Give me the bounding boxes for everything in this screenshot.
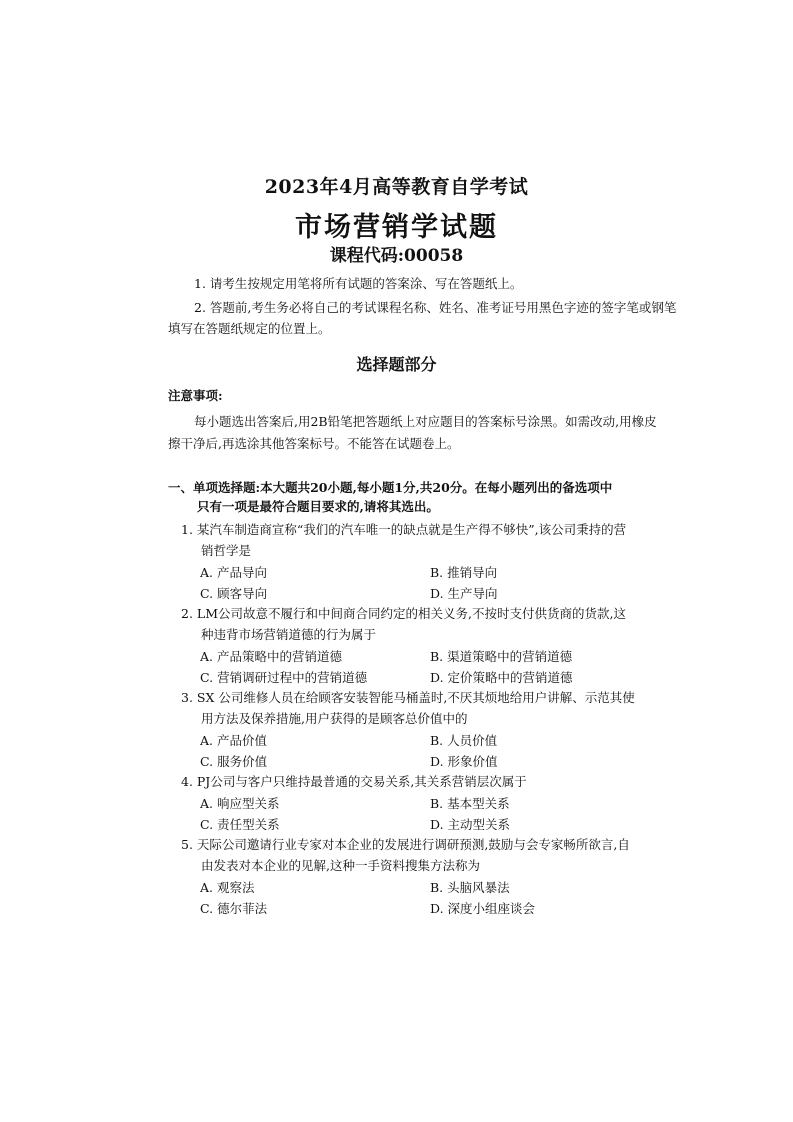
- question-2-option-b: B. 渠道策略中的营销道德: [430, 649, 573, 664]
- question-2-option-d: D. 定价策略中的营销道德: [430, 670, 573, 685]
- part1-heading-line2: 只有一项是最符合题目要求的,请将其选出。: [197, 499, 439, 514]
- question-4-option-a: A. 响应型关系: [200, 796, 280, 811]
- question-3-option-c: C. 服务价值: [200, 754, 268, 769]
- notice-line-1: 每小题选出答案后,用2B铅笔把答题纸上对应题目的答案标号涂黑。如需改动,用橡皮: [194, 414, 657, 429]
- question-3-option-b: B. 人员价值: [430, 733, 498, 748]
- part1-heading-line1: 一、单项选择题:本大题共20小题,每小题1分,共20分。在每小题列出的备选项中: [168, 480, 613, 495]
- question-5-option-b: B. 头脑风暴法: [430, 880, 510, 895]
- exam-session-title: 2023年4月高等教育自学考试: [264, 176, 529, 198]
- section-title: 选择题部分: [356, 355, 437, 374]
- question-1-line1: 1. 某汽车制造商宣称“我们的汽车唯一的缺点就是生产得不够快”,该公司秉持的营: [181, 522, 627, 537]
- question-3-option-a: A. 产品价值: [200, 733, 267, 748]
- question-1-option-d: D. 生产导向: [430, 586, 498, 601]
- question-3-line2: 用方法及保养措施,用户获得的是顾客总价值中的: [201, 711, 468, 726]
- question-3-line1: 3. SX 公司维修人员在给顾客安装智能马桶盖时,不厌其烦地给用户讲解、示范其使: [181, 690, 635, 705]
- instruction-2-line2: 填写在答题纸规定的位置上。: [168, 321, 331, 336]
- question-2-option-c: C. 营销调研过程中的营销道德: [200, 670, 368, 685]
- question-4-line1: 4. PJ公司与客户只维持最普通的交易关系,其关系营销层次属于: [181, 774, 527, 789]
- question-1-option-c: C. 顾客导向: [200, 586, 268, 601]
- question-1-line2: 销哲学是: [201, 543, 252, 558]
- question-4-option-c: C. 责任型关系: [200, 817, 280, 832]
- instruction-1: 1. 请考生按规定用笔将所有试题的答案涂、写在答题纸上。: [194, 276, 523, 291]
- question-4-option-d: D. 主动型关系: [430, 817, 511, 832]
- instruction-2-line1: 2. 答题前,考生务必将自己的考试课程名称、姓名、准考证号用黑色字迹的签字笔或钢笔: [194, 300, 677, 315]
- question-5-line2: 由发表对本企业的见解,这种一手资料搜集方法称为: [201, 858, 480, 873]
- question-2-line1: 2. LM公司故意不履行和中间商合同约定的相关义务,不按时支付供货商的货款,这: [181, 606, 626, 621]
- question-2-option-a: A. 产品策略中的营销道德: [200, 649, 342, 664]
- exam-subject-title: 市场营销学试题: [295, 212, 498, 243]
- course-code: 课程代码:00058: [329, 246, 464, 266]
- question-3-option-d: D. 形象价值: [430, 754, 498, 769]
- question-1-option-a: A. 产品导向: [200, 565, 267, 580]
- question-2-line2: 种违背市场营销道德的行为属于: [201, 627, 377, 642]
- question-5-option-c: C. 德尔菲法: [200, 901, 268, 916]
- question-1-option-b: B. 推销导向: [430, 565, 498, 580]
- notice-line-2: 擦干净后,再选涂其他答案标号。不能答在试题卷上。: [168, 436, 460, 451]
- question-5-line1: 5. 天际公司邀请行业专家对本企业的发展进行调研预测,鼓励与会专家畅所欲言,自: [181, 837, 630, 852]
- question-4-option-b: B. 基本型关系: [430, 796, 510, 811]
- notice-label: 注意事项:: [168, 388, 223, 403]
- question-5-option-d: D. 深度小组座谈会: [430, 901, 536, 916]
- question-5-option-a: A. 观察法: [200, 880, 255, 895]
